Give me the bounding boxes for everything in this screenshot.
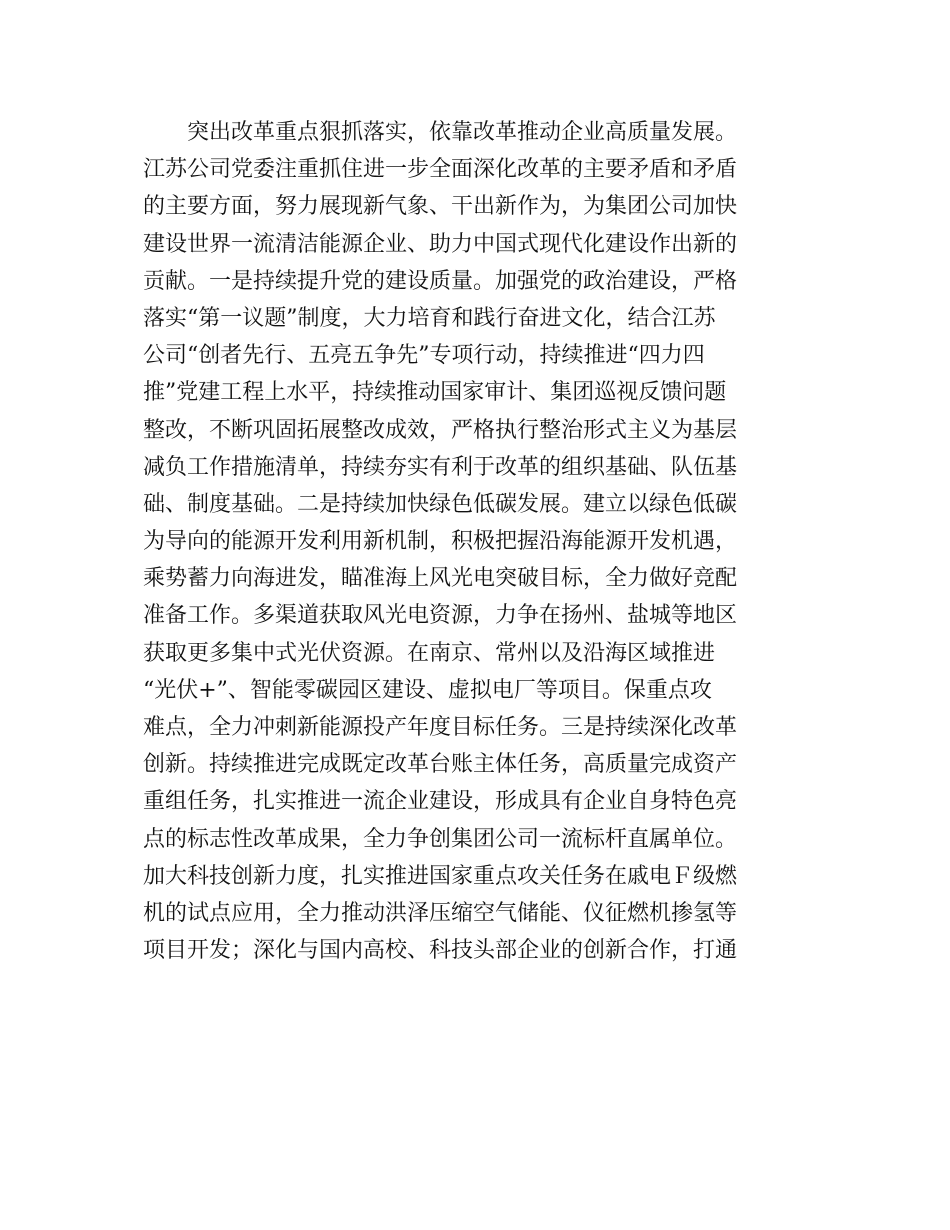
text-line: 为导向的能源开发利用新机制，积极把握沿海能源开发机遇， [143,529,738,555]
text-line: 突出改革重点狠抓落实，依靠改革推动企业高质量发展。 [187,120,738,145]
text-line: 乘势蓄力向海进发，瞄准海上风光电突破目标，全力做好竞配 [143,566,738,592]
text-line: 减负工作措施清单，持续夯实有利于改革的组织基础、队伍基 [143,454,738,480]
text-line: 准备工作。多渠道获取风光电资源，力争在扬州、盐城等地区 [143,603,738,629]
text-line: “光伏+”、智能零碳园区建设、虚拟电厂等项目。保重点攻 [143,677,712,703]
body-paragraph [143,114,813,969]
text-line: 整改，不断巩固拓展整改成效，严格执行整治形式主义为基层 [143,417,738,443]
text-line: 重组任务，扎实推进一流企业建设，形成具有企业自身特色亮 [143,789,738,815]
text-line: 公司“创者先行、五亮五争先”专项行动，持续推进“四力四 [143,343,705,369]
text-line: 点的标志性改革成果，全力争创集团公司一流标杆直属单位。 [143,826,738,852]
text-line: 推”党建工程上水平，持续推动国家审计、集团巡视反馈问题 [143,380,727,406]
text-line: 江苏公司党委注重抓住进一步全面深化改革的主要矛盾和矛盾 [143,157,738,183]
text-line: 的主要方面，努力展现新气象、干出新作为，为集团公司加快 [143,194,738,220]
text-line: 获取更多集中式光伏资源。在南京、常州以及沿海区域推进 [143,640,716,666]
text-line: 机的试点应用，全力推动洪泽压缩空气储能、仪征燃机掺氢等 [143,900,738,926]
text-line: 落实“第一议题”制度，大力培育和践行奋进文化，结合江苏 [143,305,716,331]
text-line: 建设世界一流清洁能源企业、助力中国式现代化建设作出新的 [143,231,738,257]
text-line: 项目开发；深化与国内高校、科技头部企业的创新合作，打通 [143,938,738,964]
text-line: 难点，全力冲刺新能源投产年度目标任务。三是持续深化改革 [143,715,738,740]
text-line: 础、制度基础。二是持续加快绿色低碳发展。建立以绿色低碳 [143,491,738,517]
text-line: 加大科技创新力度，扎实推进国家重点攻关任务在戚电Ｆ级燃 [143,863,738,889]
text-line: 贡献。一是持续提升党的建设质量。加强党的政治建设，严格 [143,268,738,294]
text-line: 创新。持续推进完成既定改革台账主体任务，高质量完成资产 [143,752,738,778]
